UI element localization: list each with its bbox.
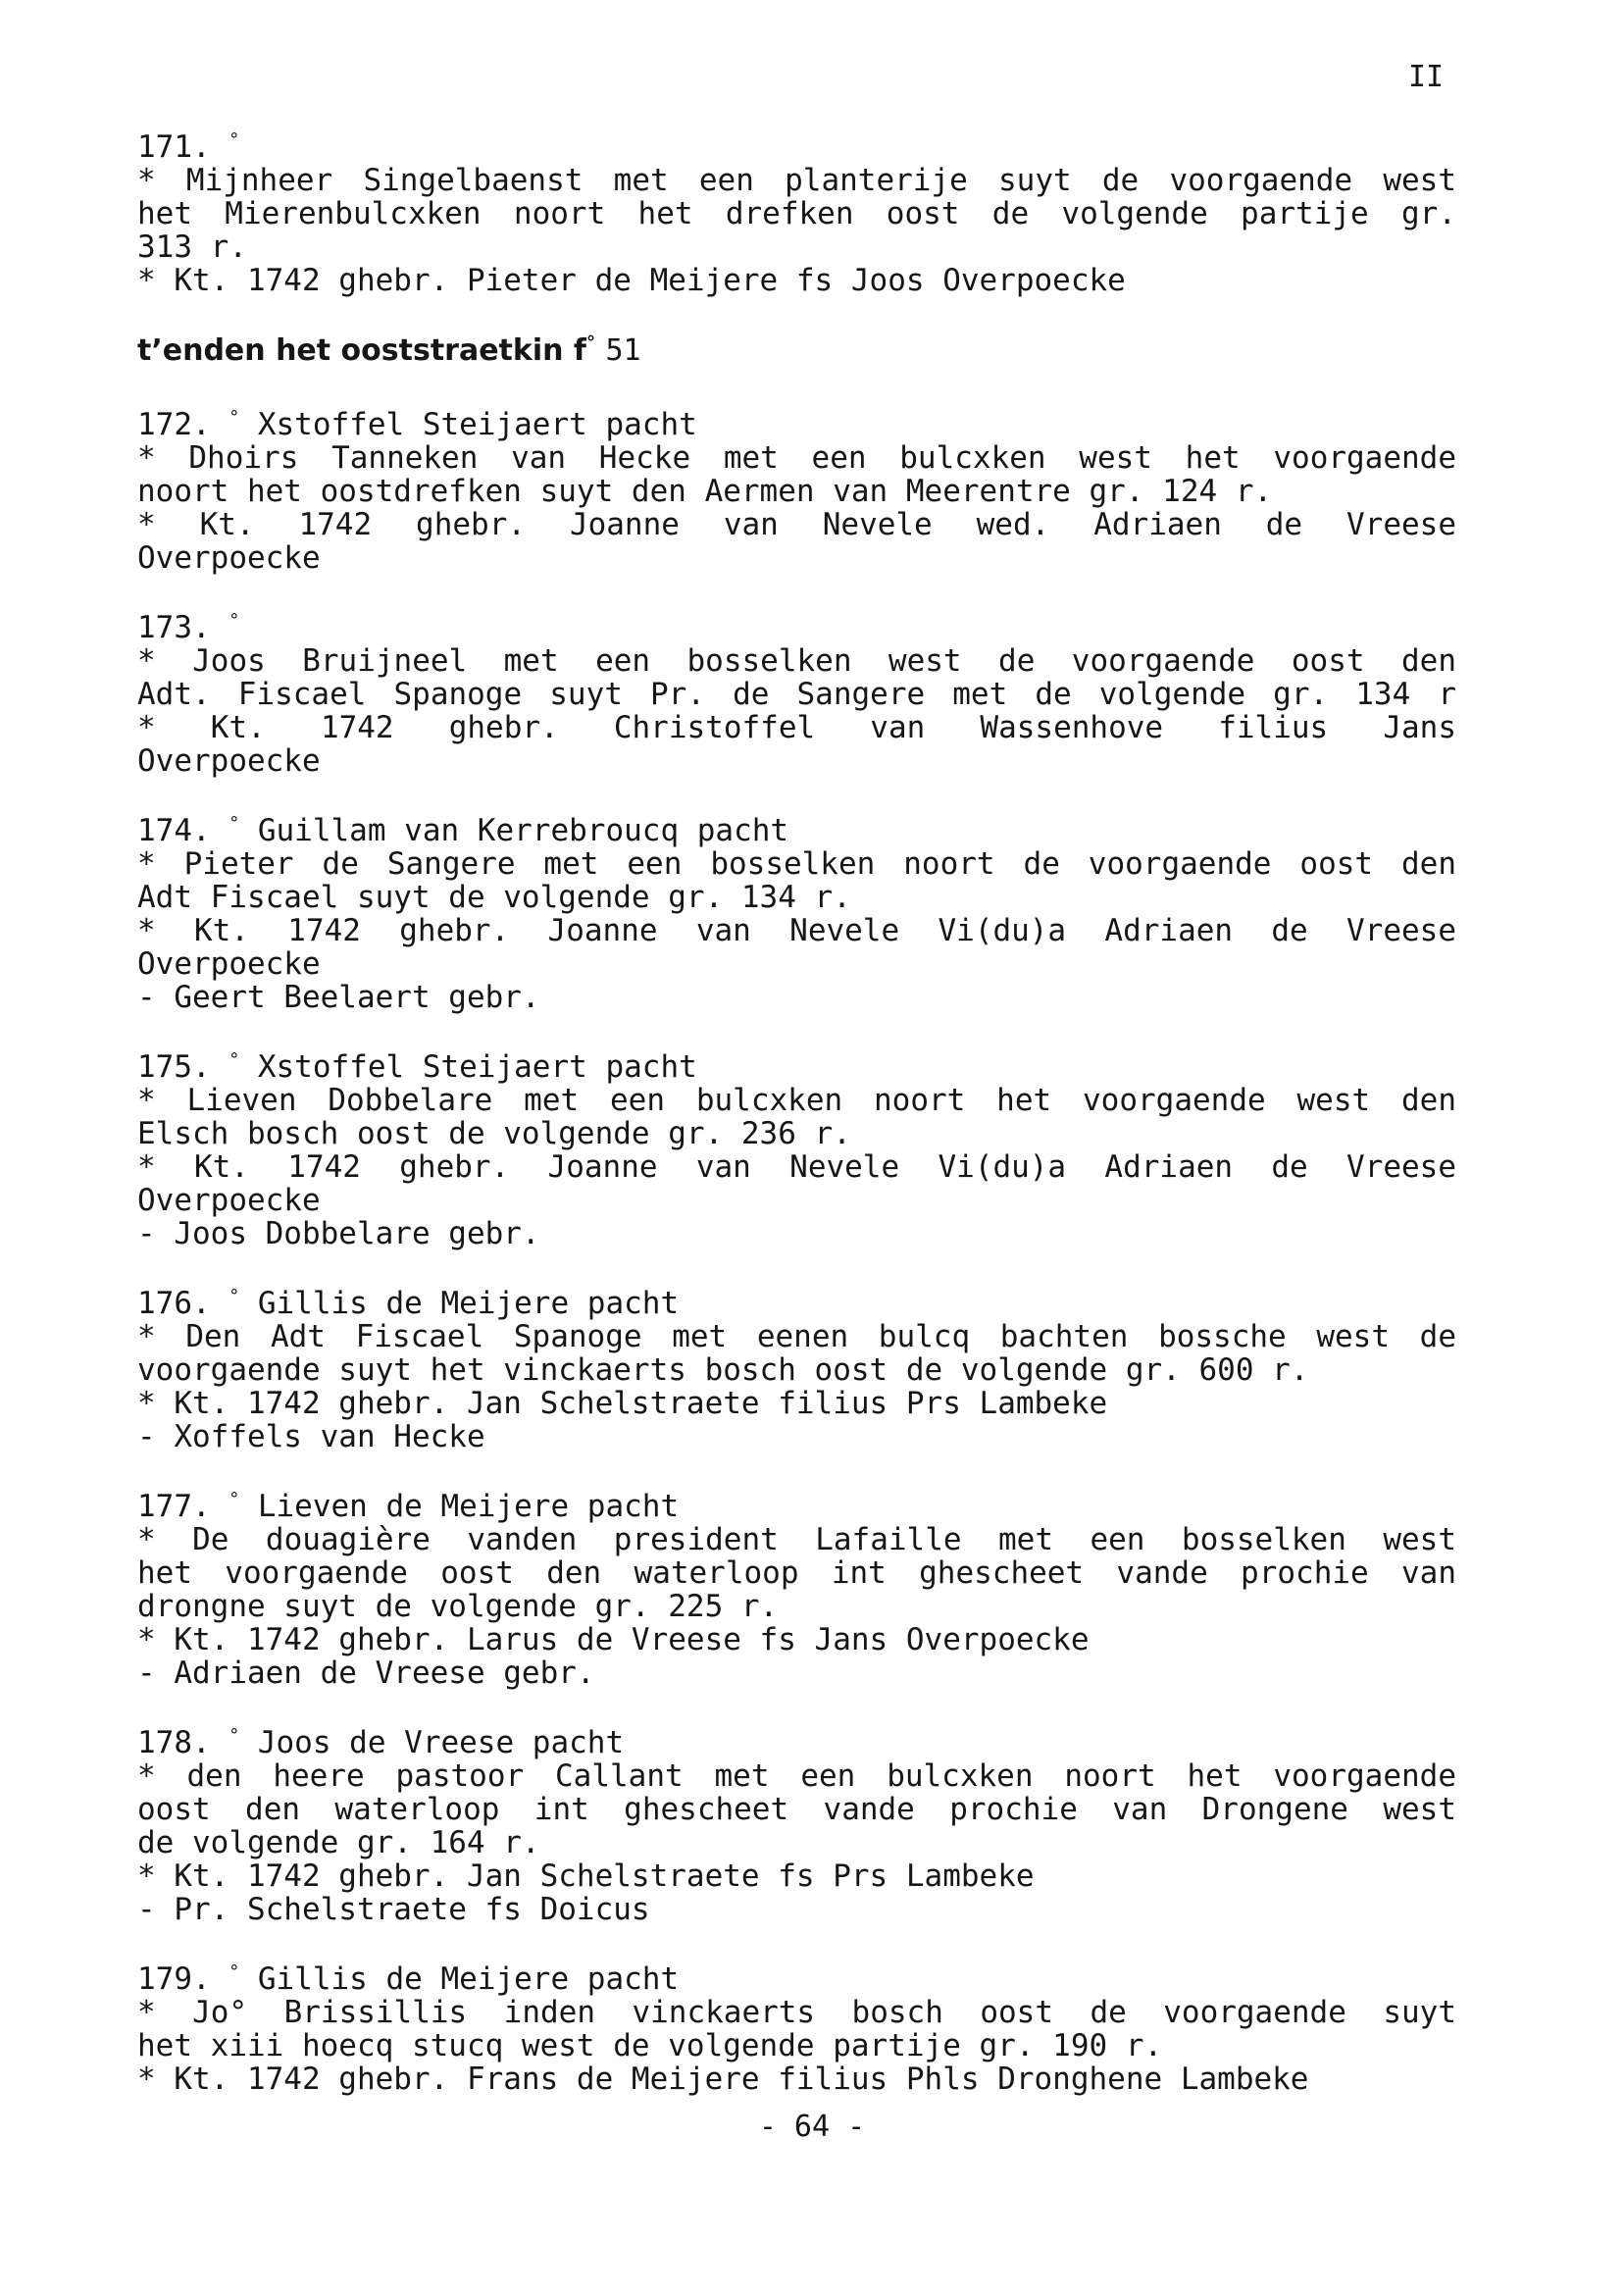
- entry-line: * Jo° Brissillis inden vinckaerts bosch oost de voorgaende suyt: [137, 1995, 1456, 2030]
- entry-line: * Kt. 1742 ghebr. Jan Schelstraete filius Prs Lambeke: [137, 1386, 1108, 1421]
- entry-line: Overpoecke: [137, 1183, 321, 1218]
- entry-header: 178. ° Joos de Vreese pacht: [137, 1725, 625, 1760]
- degree-mark: °: [228, 129, 240, 150]
- entry-number: 175: [137, 1049, 192, 1085]
- entry-177: [137, 1483, 1456, 1690]
- entry-line: oost den waterloop int ghescheet vande prochie van Drongene west: [137, 1792, 1456, 1827]
- entry-line: * Mijnheer Singelbaenst met een planterije suyt de voorgaende west: [137, 163, 1456, 198]
- entry-tenant: Xstoffel Steijaert pacht: [257, 407, 697, 442]
- entry-line: * Pieter de Sangere met een bosselken noort de voorgaende oost den: [137, 846, 1456, 882]
- degree-mark: °: [228, 1961, 240, 1982]
- entry-tenant: Gillis de Meijere pacht: [257, 1286, 680, 1321]
- entry-line: * Den Adt Fiscael Spanoge met eenen bulcq bachten bossche west de: [137, 1319, 1456, 1354]
- entry-tenant: Xstoffel Steijaert pacht: [257, 1049, 697, 1085]
- entry-header: 171. °: [137, 129, 240, 165]
- degree-mark: °: [585, 332, 595, 353]
- section-heading-text: t’enden het ooststraetkin f: [137, 333, 586, 368]
- entry-line: Elsch bosch oost de volgende gr. 236 r.: [137, 1116, 851, 1151]
- entry-line: Overpoecke: [137, 946, 321, 982]
- entry-line: * Kt. 1742 ghebr. Joanne van Nevele Vi(du)a Adriaen de Vreese: [137, 1149, 1456, 1185]
- degree-mark: °: [228, 1049, 240, 1070]
- page-marker: II: [1408, 60, 1445, 94]
- entry-line: noort het oostdrefken suyt den Aermen van Meerentre gr. 124 r.: [137, 474, 1273, 509]
- entry-line: * Kt. 1742 ghebr. Jan Schelstraete fs Prs Lambeke: [137, 1858, 1035, 1894]
- degree-mark: °: [228, 407, 240, 428]
- entry-line: drongne suyt de volgende gr. 225 r.: [137, 1589, 779, 1624]
- entry-tenant: Lieven de Meijere pacht: [257, 1489, 680, 1524]
- entry-tenant: Guillam van Kerrebroucq pacht: [257, 813, 789, 848]
- entry-176: [137, 1280, 1456, 1453]
- entry-line: * Kt. 1742 ghebr. Frans de Meijere filius Phls Dronghene Lambeke: [137, 2062, 1309, 2097]
- entry-tenant: Gillis de Meijere pacht: [257, 1961, 680, 1997]
- entry-number: 173: [137, 610, 192, 645]
- entry-header: 173. °: [137, 610, 240, 645]
- entry-line: - Geert Beelaert gebr.: [137, 980, 540, 1015]
- degree-mark: °: [228, 813, 240, 834]
- entry-174: [137, 807, 1456, 1014]
- entry-line: * Kt. 1742 ghebr. Christoffel van Wassenhove filius Jans: [137, 710, 1456, 745]
- entry-line: het voorgaende oost den waterloop int ghescheet vande prochie van: [137, 1555, 1456, 1591]
- section-heading: [137, 327, 1456, 368]
- entry-172: [137, 401, 1456, 575]
- entry-179: [137, 1956, 1456, 2096]
- entry-line: * De douagière vanden president Lafaille met een bosselken west: [137, 1522, 1456, 1557]
- entry-173: [137, 604, 1456, 778]
- entry-header: 174. ° Guillam van Kerrebroucq pacht: [137, 813, 789, 848]
- degree-mark: °: [228, 1286, 240, 1306]
- entry-175: [137, 1044, 1456, 1250]
- entry-line: * Lieven Dobbelare met een bulcxken noort het voorgaende west den: [137, 1083, 1456, 1118]
- entry-line: * Kt. 1742 ghebr. Joanne van Nevele wed. Adriaen de Vreese: [137, 507, 1456, 542]
- entry-header: 172. ° Xstoffel Steijaert pacht: [137, 407, 697, 442]
- entry-line: * Kt. 1742 ghebr. Larus de Vreese fs Jans Overpoecke: [137, 1622, 1090, 1657]
- entry-line: * den heere pastoor Callant met een bulcxken noort het voorgaende: [137, 1758, 1456, 1794]
- entry-tenant: Joos de Vreese pacht: [257, 1725, 625, 1760]
- entry-line: voorgaende suyt het vinckaerts bosch oost de volgende gr. 600 r.: [137, 1352, 1309, 1388]
- entry-number: 171: [137, 129, 192, 165]
- entry-line: - Joos Dobbelare gebr.: [137, 1216, 540, 1251]
- entries-list: [137, 124, 1456, 2125]
- entry-line: het Mierenbulcxken noort het drefken oost de volgende partije gr.: [137, 196, 1456, 231]
- entry-line: Overpoecke: [137, 743, 321, 779]
- entry-line: - Adriaen de Vreese gebr.: [137, 1655, 595, 1691]
- entry-header: 176. ° Gillis de Meijere pacht: [137, 1286, 680, 1321]
- folio-number: 51: [605, 333, 641, 368]
- entry-line: de volgende gr. 164 r.: [137, 1825, 540, 1860]
- entry-number: 178: [137, 1725, 192, 1760]
- entry-line: het xiii hoecq stucq west de volgende partije gr. 190 r.: [137, 2028, 1163, 2063]
- degree-mark: °: [228, 610, 240, 631]
- entry-line: 313 r.: [137, 229, 247, 265]
- degree-mark: °: [228, 1725, 240, 1746]
- entry-line: Adt. Fiscael Spanoge suyt Pr. de Sangere met de volgende gr. 134 r: [137, 677, 1456, 712]
- entry-line: - Xoffels van Hecke: [137, 1419, 485, 1454]
- degree-mark: °: [228, 1489, 240, 1509]
- entry-number: 177: [137, 1489, 192, 1524]
- entry-header: 177. ° Lieven de Meijere pacht: [137, 1489, 680, 1524]
- entry-header: 179. ° Gillis de Meijere pacht: [137, 1961, 680, 1997]
- entry-line: * Kt. 1742 ghebr. Joanne van Nevele Vi(du)a Adriaen de Vreese: [137, 913, 1456, 948]
- entry-line: * Dhoirs Tanneken van Hecke met een bulcxken west het voorgaende: [137, 440, 1456, 476]
- entry-line: - Pr. Schelstraete fs Doicus: [137, 1892, 650, 1927]
- page-number: - 64 -: [758, 2110, 866, 2144]
- entry-line: Overpoecke: [137, 540, 321, 576]
- entry-number: 176: [137, 1286, 192, 1321]
- entry-number: 174: [137, 813, 192, 848]
- entry-line: * Joos Bruijneel met een bosselken west de voorgaende oost den: [137, 643, 1456, 679]
- entry-header: 175. ° Xstoffel Steijaert pacht: [137, 1049, 697, 1085]
- entry-line: * Kt. 1742 ghebr. Pieter de Meijere fs Joos Overpoecke: [137, 263, 1126, 298]
- entry-178: [137, 1719, 1456, 1926]
- entry-line: Adt Fiscael suyt de volgende gr. 134 r.: [137, 880, 851, 915]
- entry-number: 172: [137, 407, 192, 442]
- entry-171: [137, 124, 1456, 297]
- entry-number: 179: [137, 1961, 192, 1997]
